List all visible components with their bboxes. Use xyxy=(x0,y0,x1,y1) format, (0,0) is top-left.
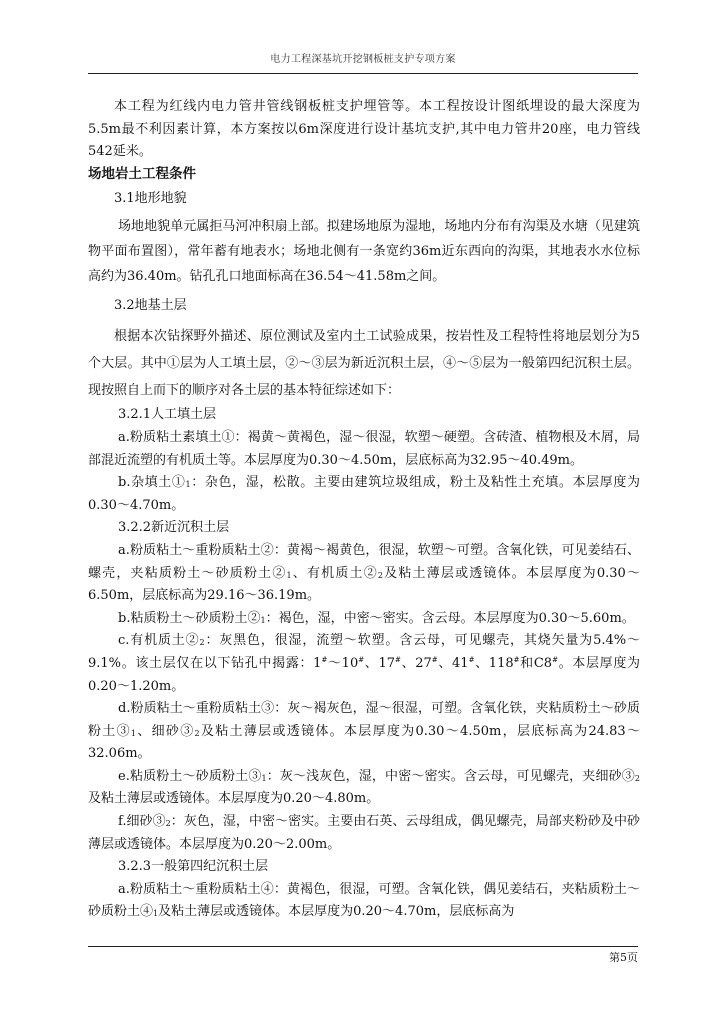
page-number: 第5页 xyxy=(609,951,638,964)
layer-3d: d.粉质粘土～重粉质粘土③：灰～褐灰色，湿～很湿，可塑。含氧化铁，夹粘质粉土～砂质粉土$③_1$、细砂$③_2$及粘土薄层或透镜体。本层厚度为0.30～4.50m，层底标高为24.83～32.06m。 xyxy=(88,701,640,762)
layer-3e: e.粘质粉土～砂质粉土$③_1$：灰～浅灰色，湿，中密～密实。含云母，可见螺壳，夹细砂$③_2$及粘土薄层或透镜体。本层厚度为0.20～4.80m。 xyxy=(88,768,640,807)
landform-paragraph: 场地地貌单元属拒马河冲积扇上部。拟建场地原为湿地，场地内分布有沟渠及水塘（见建筑物平面布置图），常年蓄有地表水；场地北侧有一条宽约36m近东西向的沟渠，其地表水水位标高约为36.40m。钻孔孔口地面标高在36.54～41.58m之间。 xyxy=(88,219,640,285)
section-title: 场地岩土工程条件 xyxy=(88,165,196,182)
footer-rule xyxy=(88,946,638,947)
heading-3-1: 3.1地形地貌 xyxy=(114,190,187,206)
heading-3-2-1: 3.2.1人工填土层 xyxy=(118,407,217,423)
layer-2b: b.粘质粉土～砂质粉土$②_1$：褐色，湿，中密～密实。含云母。本层厚度为0.30～5.60m。 xyxy=(118,610,635,626)
intro-paragraph: 本工程为红线内电力管井管线钢板桩支护埋管等。本工程按设计图纸埋设的最大深度为5.5m最不利因素计算，本方案按以6m深度进行设计基坑支护,其中电力管井20座，电力管线542延米。 xyxy=(88,99,640,160)
layer-4a: a.粉质粘土～重粉质粘土④：黄褐色，很湿，可塑。含氧化铁，偶见姜结石，夹粘质粉土～砂质粉土$④_1$及粘土薄层或透镜体。本层厚度为0.20～4.70m，层底标高为 xyxy=(88,881,640,920)
layer-2c: c.有机质土$②_2$：灰黑色，很湿，流塑～软塑。含云母，可见螺壳，其烧矢量为5.4%～9.1%。该土层仅在以下钻孔中揭露：1#～10#、17#、27#、41#、118#和C8#。本层厚度为0.20～1.20m。 xyxy=(88,633,641,694)
heading-3-2-2: 3.2.2新近沉积土层 xyxy=(118,520,230,536)
layer-1b: b.杂填土$①_1$：杂色，湿，松散。主要由建筑垃圾组成，粉土及粘性土充填。本层厚度为0.30～4.70m。 xyxy=(88,475,640,513)
heading-3-2-3: 3.2.3一般第四纪沉积土层 xyxy=(118,859,269,875)
layer-3f: f.细砂$③_2$：灰色，湿，中密～密实。主要由石英、云母组成，偶见螺壳，局部夹粉砂及中砂薄层或透镜体。本层厚度为0.20～2.00m。 xyxy=(88,814,640,852)
page-header: 电力工程深基坑开挖钢板桩支护专项方案 xyxy=(270,54,456,65)
header-rule xyxy=(88,73,638,74)
layer-2a: a.粉质粘土～重粉质粘土②：黄褐～褐黄色，很湿，软塑～可塑。含氧化铁，可见姜结石、螺壳，夹粘质粉土～砂质粉土$②_1$、有机质土$②_2$及粘土薄层或透镜体。本层厚度为0.30～6.50m，层底标高为29.16～36.19m。 xyxy=(88,542,640,604)
soil-layers-paragraph: 根据本次钻探野外描述、原位测试及室内土工试验成果，按岩性及工程特性将地层划分为5个大层。其中①层为人工填土层，②～③层为新近沉积土层，④～⑤层为一般第四纪沉积土层。现按照自上而下的顺序对各土层的基本特征综述如下： xyxy=(88,329,640,399)
document-body xyxy=(88,96,640,924)
heading-3-2: 3.2地基土层 xyxy=(114,298,187,314)
layer-1a: a.粉质粘土素填土①：褐黄～黄褐色，湿～很湿，软塑～硬塑。含砖渣、植物根及木屑，局部混近流塑的有机质土等。本层厚度为0.30～4.50m，层底标高为32.95～40.49m。 xyxy=(88,429,640,468)
